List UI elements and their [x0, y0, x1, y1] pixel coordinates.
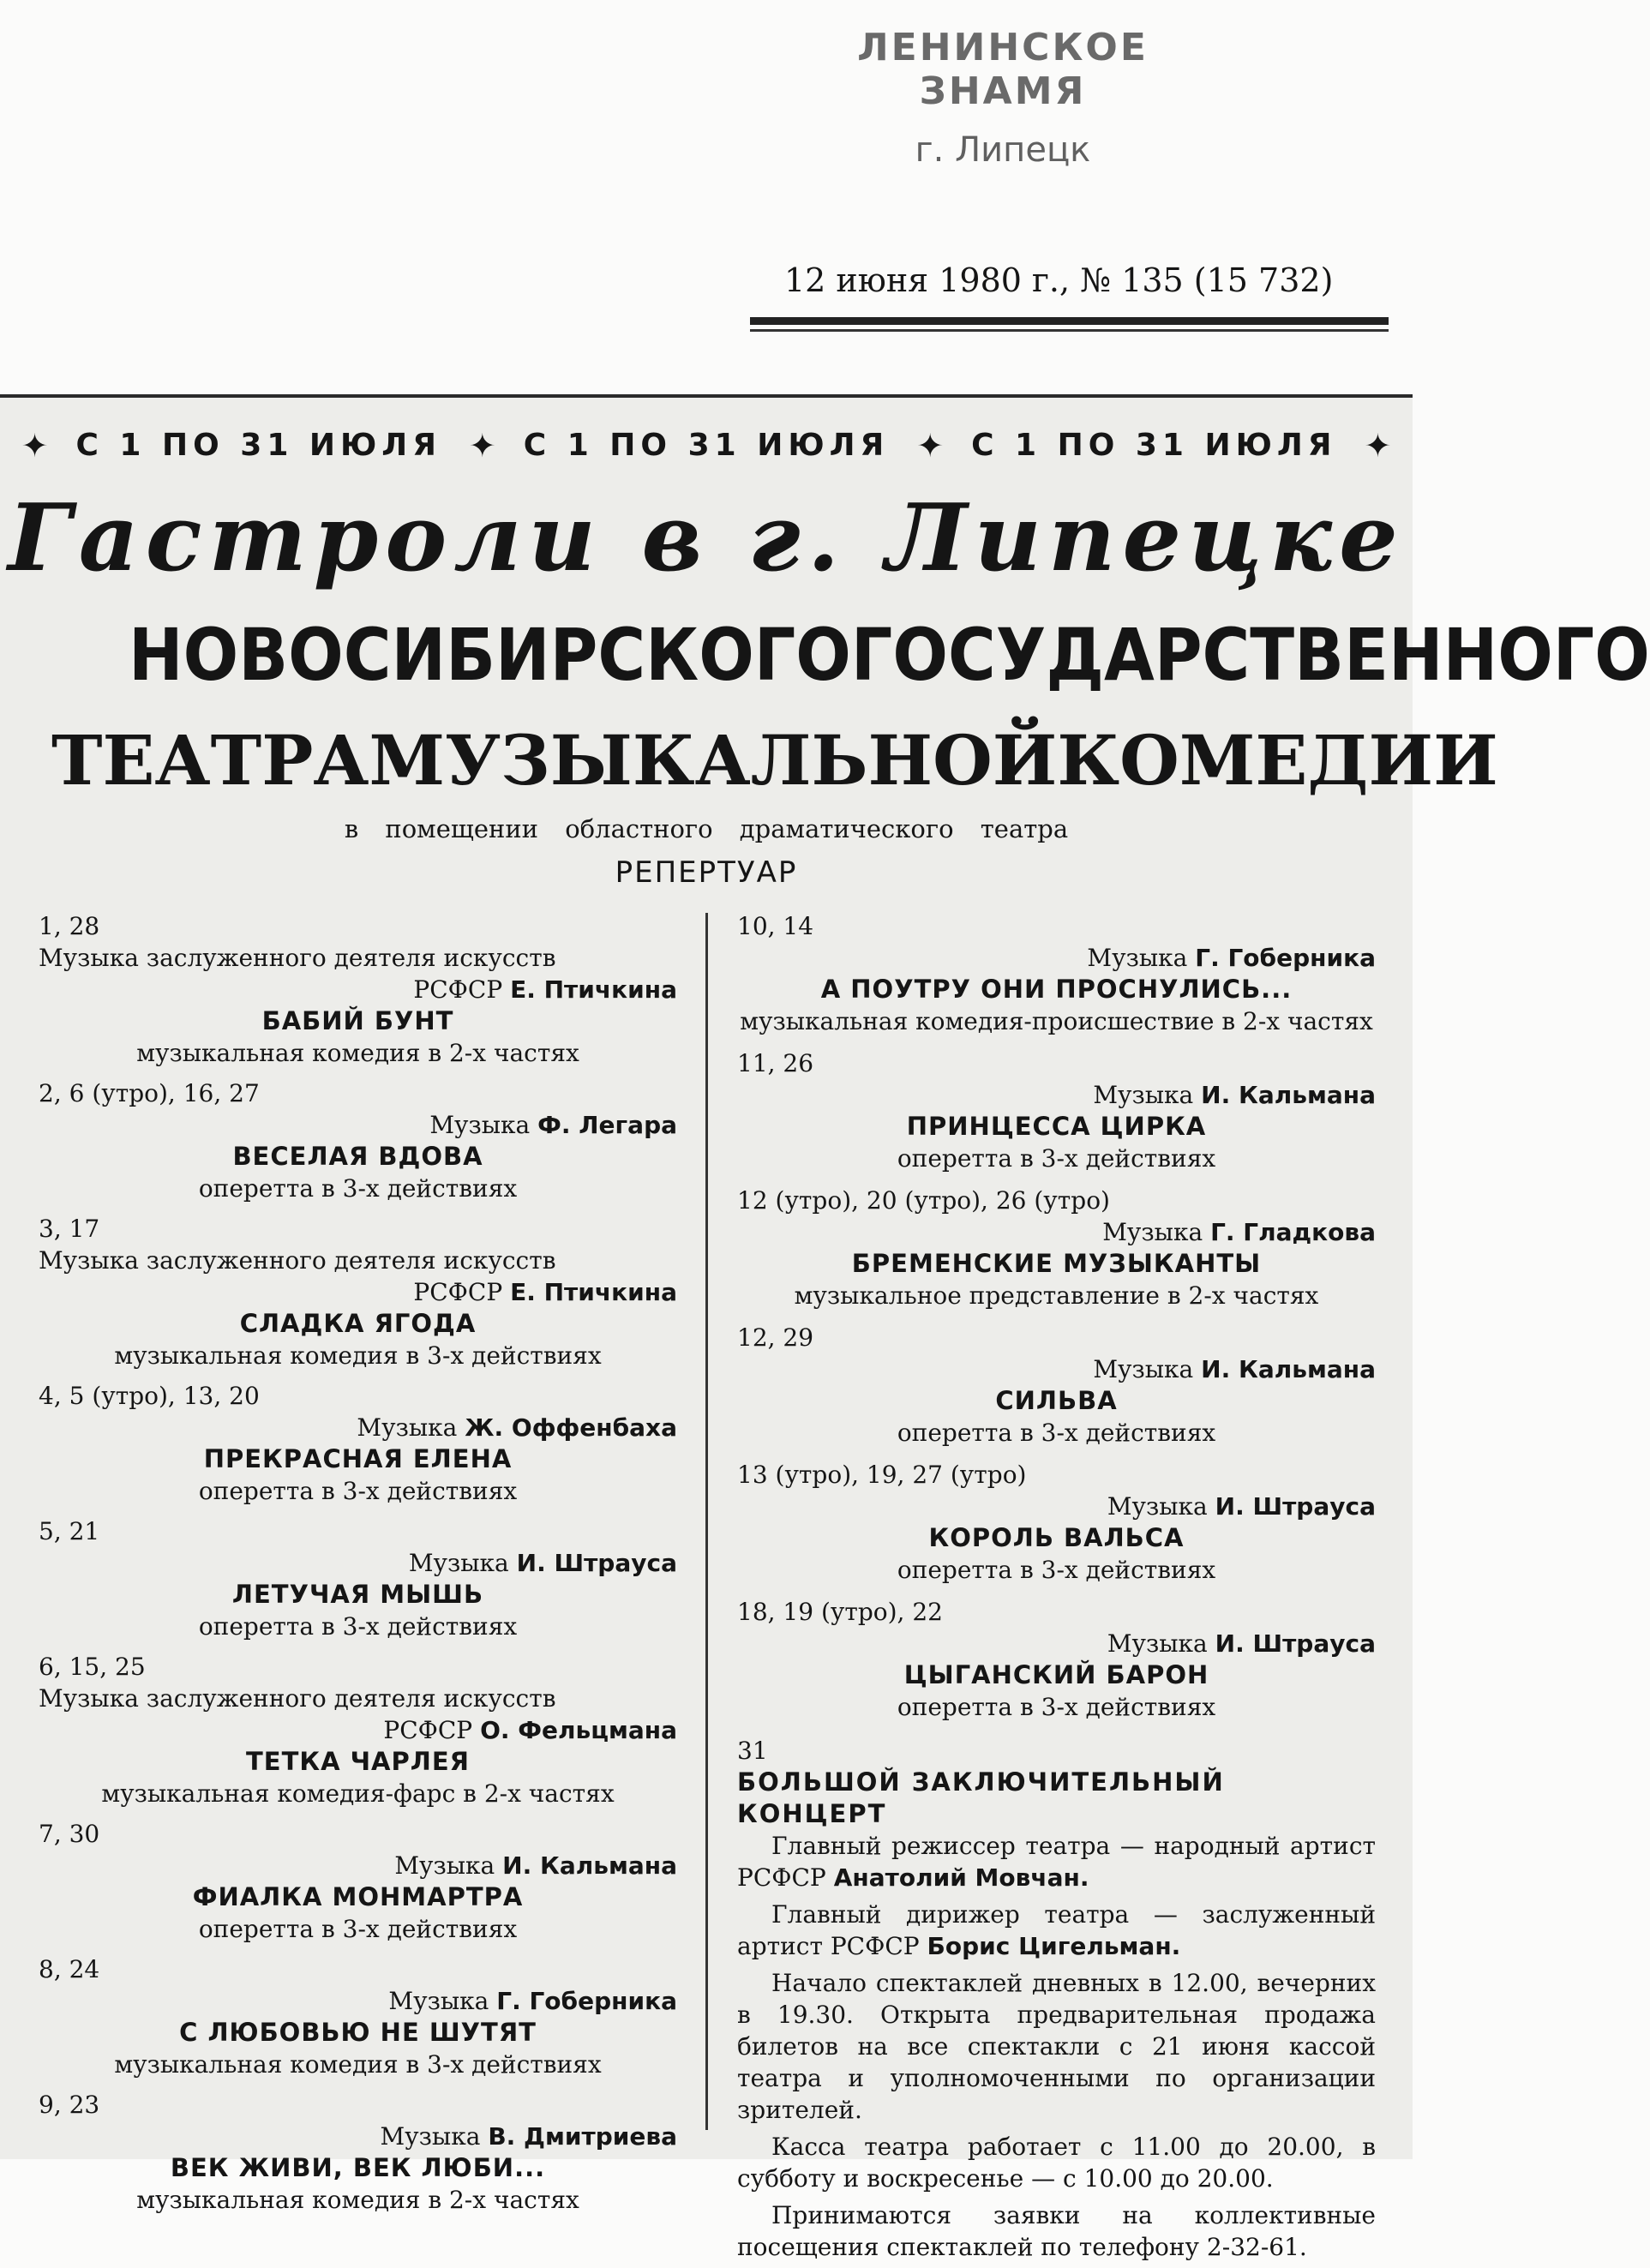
composer-prefix: РСФСР	[413, 1278, 503, 1306]
repertoire-heading: РЕПЕРТУАР	[615, 855, 798, 890]
composer-credit	[737, 942, 1376, 974]
composer-prefix: Музыка	[380, 2122, 481, 2151]
stamp-newspaper-name: ЛЕНИНСКОЕ ЗНАМЯ	[857, 26, 1149, 113]
conductor-line	[737, 1899, 1376, 1962]
dates-banner	[0, 422, 1413, 469]
composer-credit	[39, 1412, 677, 1443]
newspaper-stamp	[823, 26, 1183, 170]
composer-credit	[737, 1491, 1376, 1522]
performance-dates: 3, 17	[39, 1215, 100, 1243]
play-title: А ПОУТРУ ОНИ ПРОСНУЛИСЬ...	[820, 975, 1293, 1004]
performance-dates: 7, 30	[39, 1820, 100, 1848]
play-genre: музыкальная комедия в 2-х частях	[136, 1039, 579, 1067]
composer-name: Ф. Легара	[537, 1111, 677, 1139]
repertoire-item	[737, 1322, 1376, 1449]
play-title: ЛЕТУЧАЯ МЫШЬ	[231, 1580, 484, 1609]
director-line	[737, 1830, 1376, 1893]
play-title: ТЕТКА ЧАРЛЕЯ	[246, 1747, 470, 1776]
composer-credit	[39, 1985, 677, 2017]
performance-dates: 31	[737, 1737, 768, 1765]
composer-credit	[39, 1109, 677, 1141]
composer-prefix: Музыка	[394, 1851, 495, 1880]
play-title: ПРЕКРАСНАЯ ЕЛЕНА	[203, 1444, 513, 1473]
performance-dates: 4, 5 (утро), 13, 20	[39, 1382, 260, 1410]
repertoire-item	[39, 1380, 677, 1507]
repertoire-item	[737, 1185, 1376, 1311]
star-icon: ✦	[1364, 426, 1392, 465]
composer-credit	[737, 1216, 1376, 1248]
issue-date: 12 июня 1980 г., № 135 (15 732)	[784, 261, 1334, 299]
venue: в помещении областного драматического театра	[344, 814, 1069, 843]
play-genre: оперетта в 3-х действиях	[897, 1419, 1216, 1447]
performance-dates: 5, 21	[39, 1517, 100, 1545]
repertoire-item	[39, 1651, 677, 1809]
composer-credit	[737, 1628, 1376, 1659]
performance-dates: 12 (утро), 20 (утро), 26 (утро)	[737, 1186, 1110, 1215]
composer-prefix: Музыка	[1093, 1355, 1194, 1383]
subtitle-word: НОВОСИБИРСКОГО	[129, 613, 851, 697]
banner-text: С 1 ПО 31 ИЮЛЯ	[523, 428, 890, 463]
composer-prefix: Музыка	[1102, 1218, 1203, 1246]
play-title: ПРИНЦЕССА ЦИРКА	[906, 1112, 1207, 1141]
performance-dates: 2, 6 (утро), 16, 27	[39, 1079, 260, 1107]
play-genre: оперетта в 3-х действиях	[897, 1556, 1216, 1584]
play-title: ВЕК ЖИВИ, ВЕК ЛЮБИ...	[170, 2153, 546, 2182]
play-title: СИЛЬВА	[995, 1386, 1118, 1415]
repertoire-item	[39, 1515, 677, 1642]
composer-credit	[39, 1547, 677, 1579]
repertoire-item	[39, 1077, 677, 1204]
concert-title: БОЛЬШОЙ ЗАКЛЮЧИТЕЛЬНЫЙ КОНЦЕРТ	[737, 1767, 1225, 1828]
play-genre: оперетта в 3-х действиях	[198, 1612, 518, 1641]
composer-prefix: Музыка	[1107, 1629, 1208, 1658]
play-title: С ЛЮБОВЬЮ НЕ ШУТЯТ	[179, 2018, 537, 2047]
composer-name: Г. Гоберника	[496, 1987, 677, 2015]
composer-prefix: РСФСР	[413, 975, 503, 1004]
play-genre: музыкальная комедия в 3-х действиях	[114, 1341, 602, 1370]
composer-credit	[39, 1714, 677, 1746]
repertoire-item	[737, 1459, 1376, 1586]
play-title: КОРОЛЬ ВАЛЬСА	[928, 1523, 1185, 1552]
repertoire-item	[39, 1953, 677, 2080]
composer-prefix: РСФСР	[383, 1716, 473, 1744]
composer-name: Г. Гоберника	[1195, 944, 1376, 972]
play-genre: музыкальное представление в 2-х частях	[794, 1281, 1319, 1310]
group-orders: Принимаются заявки на коллективные посещения спектаклей по телефону 2-32-61.	[737, 2201, 1376, 2261]
composer-name: О. Фельцмана	[480, 1716, 677, 1744]
box-office-hours: Касса театра работает с 11.00 до 20.00, в субботу и воскресенье — с 10.00 до 20.00.	[737, 2133, 1376, 2193]
star-icon: ✦	[916, 426, 945, 465]
play-genre: оперетта в 3-х действиях	[897, 1693, 1216, 1721]
play-genre: музыкальная комедия-фарс в 2-х частях	[101, 1779, 615, 1808]
column-divider	[705, 913, 708, 2130]
performance-dates: 11, 26	[737, 1049, 814, 1077]
subtitle-word: МУЗЫКАЛЬНОЙ	[369, 720, 1058, 801]
play-genre: оперетта в 3-х действиях	[897, 1144, 1216, 1173]
star-icon: ✦	[21, 426, 49, 465]
composer-name: Ж. Оффенбаха	[465, 1413, 677, 1442]
play-genre: музыкальная комедия-происшествие в 2-х частях	[740, 1007, 1373, 1035]
right-repertoire	[737, 910, 1376, 1723]
performance-dates: 8, 24	[39, 1955, 100, 1983]
stamp-city: г. Липецк	[915, 130, 1091, 170]
performance-dates: 6, 15, 25	[39, 1653, 146, 1681]
composer-prefix: Музыка	[408, 1549, 509, 1577]
headline: Гастроли в г. Липецке	[8, 484, 1405, 592]
repertoire-item	[39, 1213, 677, 1371]
header-rule-thin	[750, 329, 1389, 332]
composer-prefix: Музыка	[1093, 1081, 1194, 1109]
left-column	[39, 910, 677, 2216]
banner-text: С 1 ПО 31 ИЮЛЯ	[971, 428, 1337, 463]
play-title: БРЕМЕНСКИЕ МУЗЫКАНТЫ	[851, 1249, 1262, 1278]
schedule-text: Начало спектаклей дневных в 12.00, вечерних в 19.30. Открыта предварительная продажа билетов на все спектакли с 21 июня кассой театра и уполномоченными по организации зрителей.	[737, 1969, 1376, 2124]
play-genre: оперетта в 3-х действиях	[198, 1915, 518, 1943]
director-name: Анатолий Мовчан.	[833, 1863, 1089, 1892]
play-title: ВЕСЕЛАЯ ВДОВА	[232, 1142, 483, 1171]
composer-prefix: Музыка	[388, 1987, 489, 2015]
subtitle-line-2	[51, 720, 1498, 801]
repertoire-item	[737, 910, 1376, 1037]
composer-prefix: Музыка	[357, 1413, 458, 1442]
composer-name: И. Штрауса	[516, 1549, 677, 1577]
composer-name: В. Дмитриева	[488, 2122, 677, 2151]
composer-prefix: Музыка	[429, 1111, 531, 1139]
play-title: ЦЫГАНСКИЙ БАРОН	[903, 1660, 1209, 1689]
play-title: БАБИЙ БУНТ	[261, 1006, 454, 1035]
play-genre: оперетта в 3-х действиях	[198, 1174, 518, 1203]
star-icon: ✦	[468, 426, 496, 465]
subtitle-word: КОМЕДИИ	[1057, 720, 1498, 801]
performance-dates: 10, 14	[737, 912, 814, 940]
clipping-top-rule	[0, 394, 1413, 398]
subtitle-word: ГОСУДАРСТВЕННОГО	[850, 613, 1650, 697]
composer-name: И. Кальмана	[1201, 1081, 1376, 1109]
play-title: СЛАДКА ЯГОДА	[239, 1309, 477, 1338]
composer-prefix: Музыка	[1107, 1492, 1208, 1521]
composer-name: И. Кальмана	[1201, 1355, 1376, 1383]
composer-prefix: Музыка	[1087, 944, 1188, 972]
conductor-text: Главный дирижер театра — заслуженный артист РСФСР	[737, 1900, 1376, 1960]
composer-name: Е. Птичкина	[510, 975, 677, 1004]
performance-dates: 13 (утро), 19, 27 (утро)	[737, 1461, 1027, 1489]
composer-credit	[39, 1850, 677, 1881]
composer-credit	[737, 1079, 1376, 1111]
composer-name: И. Кальмана	[502, 1851, 677, 1880]
composer-name: И. Штрауса	[1215, 1492, 1376, 1521]
composer-credit	[39, 974, 677, 1005]
performance-dates: 18, 19 (утро), 22	[737, 1598, 943, 1626]
performance-dates: 9, 23	[39, 2091, 100, 2119]
repertoire-item	[737, 1596, 1376, 1723]
director-text: Главный режиссер театра — народный артист РСФСР	[737, 1832, 1376, 1892]
theatre-info	[737, 1830, 1376, 2263]
composer-credit-lead: Музыка заслуженного деятеля искусств	[39, 944, 556, 972]
subtitle-line-1	[129, 613, 1650, 697]
play-genre: оперетта в 3-х действиях	[198, 1477, 518, 1505]
repertoire-item	[737, 1047, 1376, 1174]
repertoire-item	[39, 1818, 677, 1945]
concert-item	[737, 1735, 1376, 1830]
performance-dates: 12, 29	[737, 1323, 814, 1352]
composer-name: И. Штрауса	[1215, 1629, 1376, 1658]
right-column	[737, 910, 1376, 2268]
composer-credit	[39, 2121, 677, 2152]
repertoire-item	[39, 2089, 677, 2216]
conductor-name: Борис Цигельман.	[927, 1932, 1181, 1960]
header-rule	[750, 317, 1389, 325]
repertoire-item	[39, 910, 677, 1069]
play-genre: музыкальная комедия в 2-х частях	[136, 2186, 579, 2214]
banner-text: С 1 ПО 31 ИЮЛЯ	[75, 428, 441, 463]
composer-credit-lead: Музыка заслуженного деятеля искусств	[39, 1684, 556, 1713]
play-genre: музыкальная комедия в 3-х действиях	[114, 2050, 602, 2079]
composer-name: Е. Птичкина	[510, 1278, 677, 1306]
composer-credit	[39, 1276, 677, 1308]
performance-dates: 1, 28	[39, 912, 100, 940]
play-title: ФИАЛКА МОНМАРТРА	[192, 1882, 524, 1911]
composer-credit	[737, 1353, 1376, 1385]
composer-name: Г. Гладкова	[1210, 1218, 1376, 1246]
subtitle-word: ТЕАТРА	[51, 720, 369, 801]
composer-credit-lead: Музыка заслуженного деятеля искусств	[39, 1246, 556, 1275]
